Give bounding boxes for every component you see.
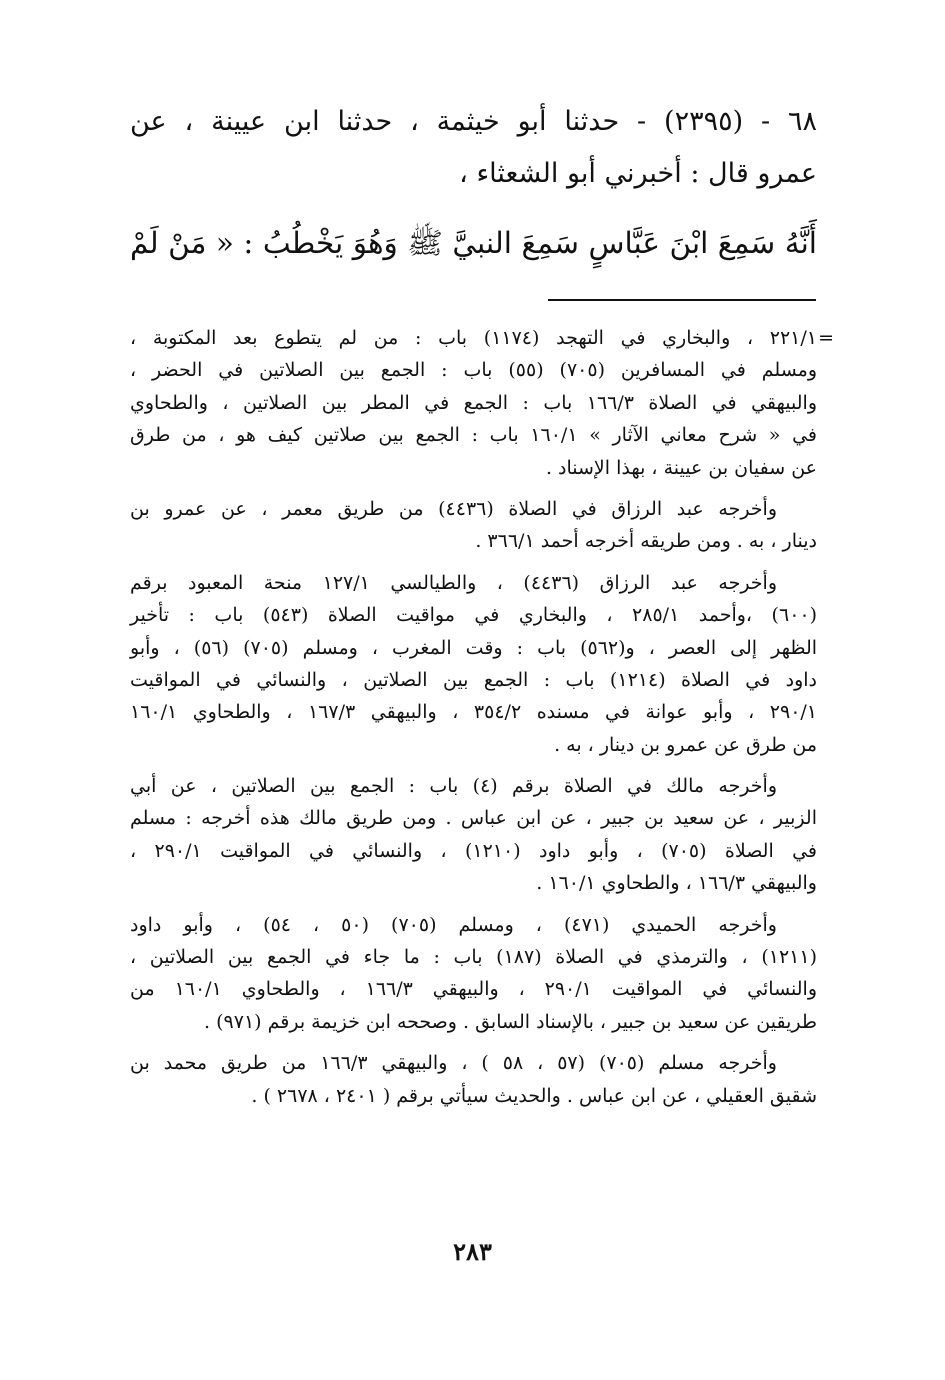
page-number: ٢٨٣: [453, 1237, 492, 1266]
footnote-paragraph-6: [130, 1047, 817, 1112]
footnote-line: (١٢١١) ، والترمذي في الصلاة (١٨٧) باب : ما جاء في الجمع بين الصلاتين ،: [130, 946, 817, 969]
footnote-line: وأخرجه عبد الرزاق في الصلاة (٤٤٣٦) من طريق معمر ، عن عمرو بن: [130, 497, 777, 520]
footnote-separator: [548, 299, 816, 301]
footnote-line: شقيق العقيلي ، عن ابن عباس . والحديث سيأتي برقم ( ٢٤٠١ ، ٢٦٧٨ ) .: [251, 1084, 817, 1107]
footnote-line: عن سفيان بن عيينة ، بهذا الإسناد .: [545, 456, 817, 479]
footnotes: [130, 322, 834, 1121]
footnote-line: (٦٠٠) ،وأحمد ٢٨٥/١ ، والبخاري في مواقيت الصلاة (٥٤٣) باب : تأخير: [130, 604, 818, 627]
footnote-line: طريقين عن سعيد بن جبير ، بالإسناد السابق . وصححه ابن خزيمة برقم (٩٧١) .: [204, 1010, 817, 1033]
footnote-paragraph-5: [130, 909, 817, 1039]
footnote-line: من طرق عن عمرو بن دينار ، به .: [554, 733, 817, 756]
footnote-paragraph-3: [130, 567, 817, 761]
footnote-line: ٢٢١/١ ، والبخاري في التهجد (١١٧٤) باب : من لم يتطوع بعد المكتوبة ،: [130, 327, 817, 349]
footnote-line: والبيهقي ١٦٦/٣ ، والطحاوي ١٦٠/١ .: [536, 872, 817, 895]
footnote-paragraph-1: [130, 322, 834, 484]
continuation-mark: =: [818, 327, 834, 349]
footnote-paragraph-2: [130, 493, 817, 558]
footnote-line: والبيهقي في الصلاة ١٦٦/٣ باب : الجمع في المطر بين الصلاتين ، والطحاوي: [130, 391, 817, 414]
hadith-text: أَنَّهُ سَمِعَ ابْنَ عَبَّاسٍ سَمِعَ النبيَّ ﷺ وَهُوَ يَخْطُبُ : « مَنْ لَمْ: [130, 226, 817, 260]
footnote-line: الزبير ، عن سعيد بن جبير ، عن ابن عباس . ومن طريق مالك هذه أخرجه : مسلم: [130, 807, 817, 830]
footnote-line: وأخرجه مالك في الصلاة برقم (٤) باب : الجمع بين الصلاتين ، عن أبي: [130, 775, 777, 798]
footnote-line: الظهر إلى العصر ، و(٥٦٢) باب : وقت المغرب ، ومسلم (٧٠٥) (٥٦) ، وأبو: [130, 636, 818, 659]
footnote-line: داود في الصلاة (١٢١٤) باب : الجمع بين الصلاتين ، والنسائي في المواقيت: [130, 668, 817, 691]
footnote-line: وأخرجه مسلم (٧٠٥) (٥٧ ، ٥٨ ) ، والبيهقي ١٦٦/٣ من طريق محمد بن: [130, 1052, 777, 1075]
footnote-line: والنسائي في المواقيت ٢٩٠/١ ، والبيهقي ١٦٦/٣ ، والطحاوي ١٦٠/١ من: [130, 978, 817, 1001]
footnote-paragraph-4: [130, 770, 817, 900]
isnad-line-1: ٦٨ - (٢٣٩٥) - حدثنا أبو خيثمة ، حدثنا ابن عيينة ، عن: [130, 106, 817, 137]
isnad-line-2: عمرو قال : أخبرني أبو الشعثاء ،: [459, 158, 817, 189]
footnote-line: في الصلاة (٧٠٥) ، وأبو داود (١٢١٠) ، والنسائي في المواقيت ٢٩٠/١ ،: [130, 839, 818, 862]
footnote-line: دينار ، به . ومن طريقه أخرجه أحمد ٣٦٦/١ .: [475, 530, 817, 553]
footnote-line: ٢٩٠/١ ، وأبو عوانة في مسنده ٣٥٤/٢ ، والبيهقي ١٦٧/٣ ، والطحاوي ١٦٠/١: [130, 701, 818, 724]
footnote-line: ومسلم في المسافرين (٧٠٥) (٥٥) باب : الجمع بين الصلاتين في الحضر ،: [130, 359, 817, 382]
main-text: [130, 96, 817, 200]
footnote-line: وأخرجه عبد الرزاق (٤٤٣٦) ، والطيالسي ١٢٧/١ منحة المعبود برقم: [130, 571, 778, 594]
footnote-line: في « شرح معاني الآثار » ١٦٠/١ باب : الجمع بين صلاتين كيف هو ، من طرق: [130, 424, 817, 447]
footnote-line: وأخرجه الحميدي (٤٧١) ، ومسلم (٧٠٥) (٥٠ ، ٥٤) ، وأبو داود: [130, 913, 777, 936]
